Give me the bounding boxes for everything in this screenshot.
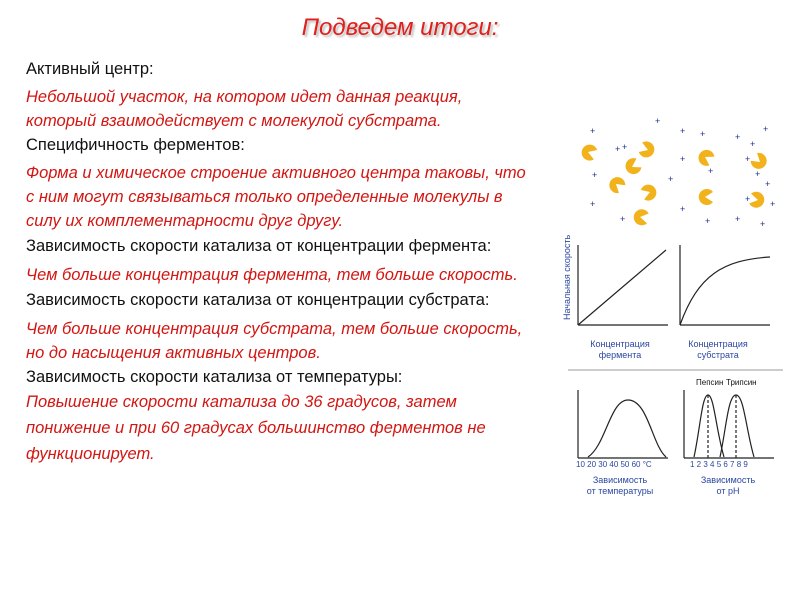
graph-ph-label-2: от pH bbox=[716, 486, 740, 496]
substrate-molecule: + bbox=[705, 216, 711, 226]
graph-enzyme bbox=[578, 245, 668, 325]
heading-substrate-concentration: Зависимость скорости катализа от концентрации субстрата: bbox=[26, 291, 490, 309]
substrate-molecule: + bbox=[700, 129, 706, 139]
graph-substrate-label-2: субстрата bbox=[697, 350, 739, 360]
graph-ph-ticks: 1 2 3 4 5 6 7 8 9 bbox=[690, 460, 748, 469]
substrate-molecule: + bbox=[668, 174, 674, 184]
graph-temperature-label-1: Зависимость bbox=[592, 475, 648, 485]
substrate-molecule: + bbox=[750, 139, 756, 149]
substrate-molecule: + bbox=[745, 194, 751, 204]
graph-substrate bbox=[680, 245, 770, 325]
heading-temperature: Зависимость скорости катализа от температуры: bbox=[26, 368, 403, 386]
heading-enzyme-concentration: Зависимость скорости катализа от концентрации фермента: bbox=[26, 237, 492, 255]
graph-ph-label-1: Зависимость bbox=[700, 475, 756, 485]
heading-active-center: Активный центр: bbox=[26, 60, 154, 78]
enzyme-graphs bbox=[548, 115, 788, 505]
substrate-molecule: + bbox=[760, 219, 766, 229]
substrate-molecule: + bbox=[680, 204, 686, 214]
text-substrate-concentration: Чем больше концентрация субстрата, тем больше скорость, но до насыщения активных центров. bbox=[26, 320, 523, 362]
graph-temperature-label-2: от температуры bbox=[586, 486, 654, 496]
graph-enzyme-label-1: Концентрация bbox=[590, 339, 650, 349]
substrate-molecule: + bbox=[655, 116, 661, 126]
text-enzyme-concentration: Чем больше концентрация фермента, тем больше скорость. bbox=[26, 266, 518, 284]
substrate-molecule: + bbox=[745, 154, 751, 164]
substrate-molecule: + bbox=[615, 144, 621, 154]
graph-enzyme-label-2: фермента bbox=[598, 350, 642, 360]
substrate-molecule: + bbox=[708, 166, 714, 176]
text-temperature: Повышение скорости катализа до 36 градусов, затем понижение и при 60 градусах большинство ферментов не функционирует. bbox=[26, 393, 486, 463]
summary-text bbox=[26, 57, 536, 467]
substrate-molecule: + bbox=[592, 170, 598, 180]
text-specificity: Форма и химическое строение активного центра таковы, что с ним могут связываться только определенные молекулы в силу их комплементарности друг другу. bbox=[26, 164, 526, 230]
graph-temperature-ticks: 10 20 30 40 50 60 °C bbox=[576, 460, 652, 469]
heading-specificity: Специфичность ферментов: bbox=[26, 136, 245, 154]
graph-substrate-label-1: Концентрация bbox=[688, 339, 748, 349]
text-active-center: Небольшой участок, на котором идет данная реакция, который взаимодействует с молекулой субстрата. bbox=[26, 88, 463, 130]
substrate-molecule: + bbox=[770, 199, 776, 209]
substrate-molecule: + bbox=[680, 126, 686, 136]
substrate-molecule: + bbox=[622, 142, 628, 152]
graph-ph bbox=[684, 390, 774, 458]
substrate-molecule: + bbox=[590, 126, 596, 136]
page-title: Подведем итоги: bbox=[301, 14, 499, 41]
substrate-molecule: + bbox=[735, 214, 741, 224]
substrate-molecule: + bbox=[755, 169, 761, 179]
substrate-molecule: + bbox=[735, 132, 741, 142]
graph-temperature bbox=[578, 390, 668, 458]
trypsin-label: Трипсин bbox=[726, 378, 757, 387]
yaxis-label: Начальная скорость bbox=[562, 234, 572, 320]
substrate-molecule: + bbox=[590, 199, 596, 209]
substrate-molecule: + bbox=[765, 179, 771, 189]
substrate-molecule: + bbox=[680, 154, 686, 164]
substrate-molecule: + bbox=[763, 124, 769, 134]
substrate-molecule: + bbox=[620, 214, 626, 224]
pepsin-label: Пепсин bbox=[696, 378, 724, 387]
